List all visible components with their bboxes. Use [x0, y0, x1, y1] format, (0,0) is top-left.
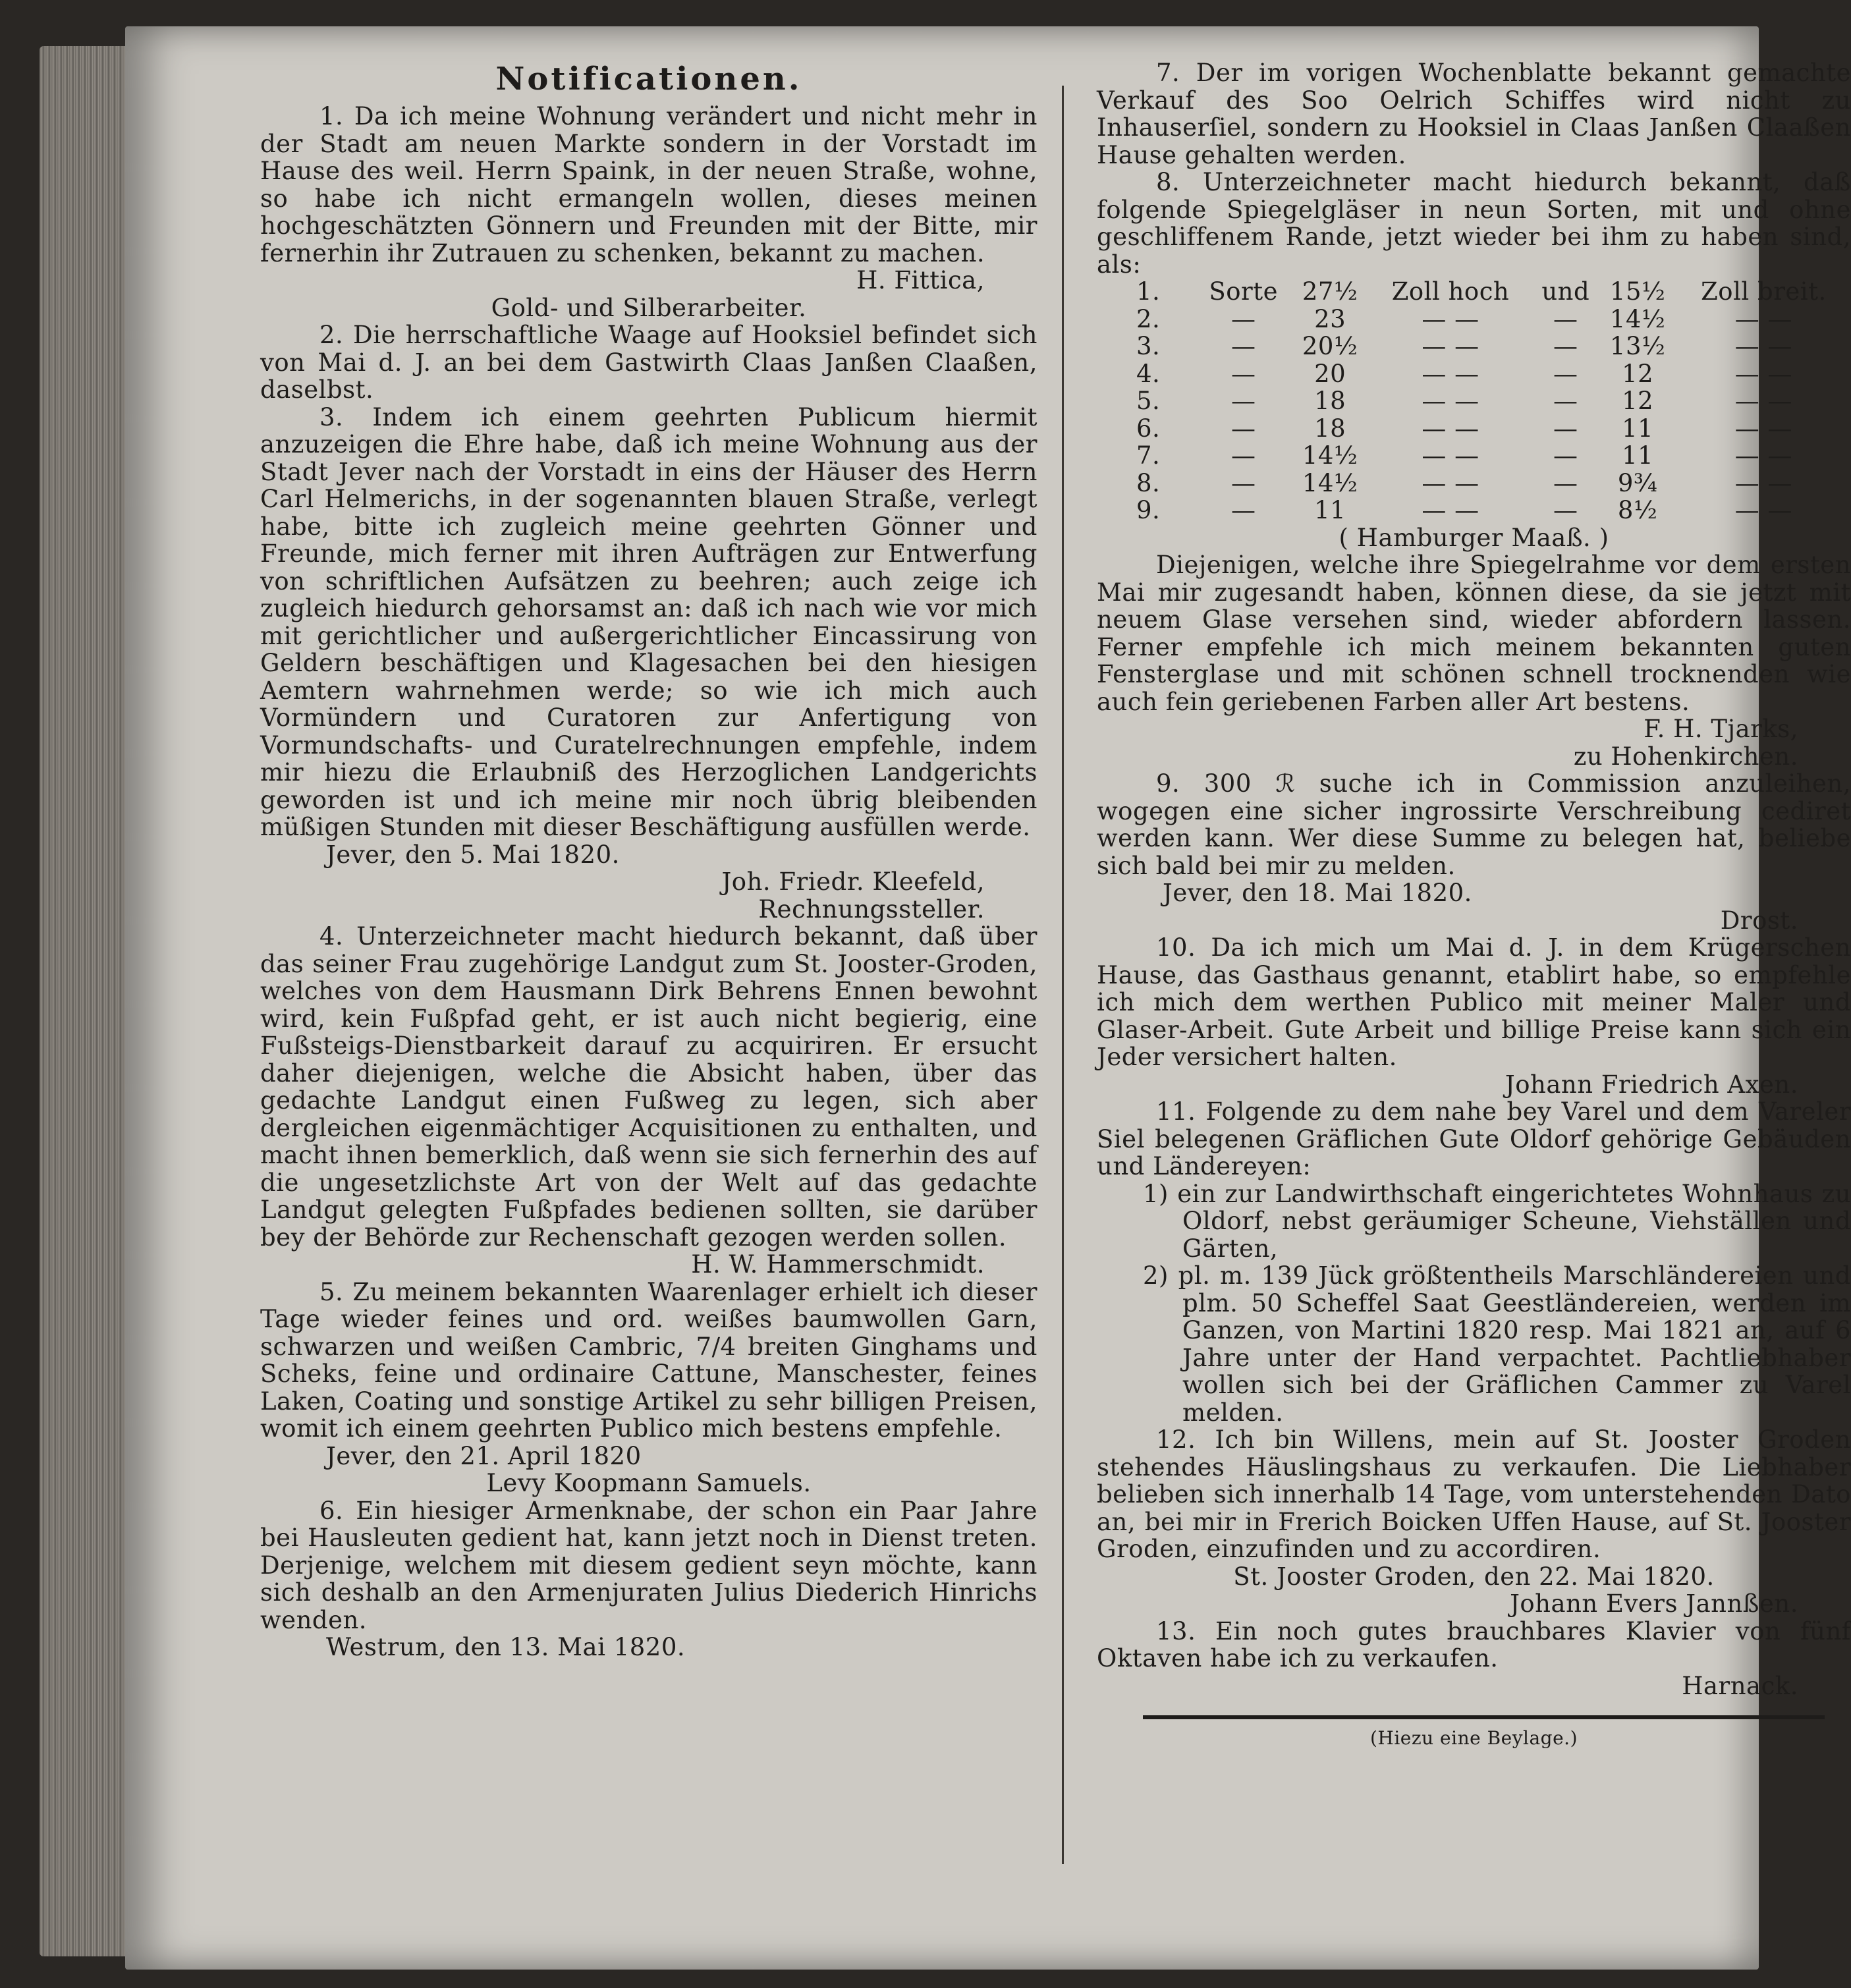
- table-cell-hoch: 20: [1314, 359, 1346, 388]
- notice-text: 11. Folgende zu dem nahe bey Varel und dem Vareler Siel belegenen Gräflichen Gute Oldorf gehörige Gebäuden und Ländereyen:: [1097, 1097, 1851, 1180]
- table-cell-breit: 11: [1622, 414, 1654, 443]
- table-row: [1097, 306, 1851, 333]
- notice-signature: Drost.: [1720, 906, 1798, 935]
- notice-signature: Joh. Friedr. Kleefeld,: [721, 868, 985, 896]
- table-cell-u1: Zoll hoch: [1391, 277, 1510, 306]
- table-cell-u1: — —: [1422, 332, 1479, 360]
- table-cell-u2: — —: [1734, 387, 1793, 415]
- table-cell-und: —: [1553, 387, 1578, 415]
- notice-text: 5. Zu meinem bekannten Waarenlager erhielt ich dieser Tage wieder feines und ord. weißes baumwollen Garn, schwarzen und weißen Cambric, 7/4 breiten Ginghams und Scheks, feine und ordinaire Cattune, Manschester, feines Laken, Coating und sonstige Artikel zu sehr billigen Preisen, womit ich einem geehrten Publico mich bestens empfehle.: [260, 1277, 1037, 1443]
- table-cell-u1: — —: [1422, 441, 1479, 470]
- table-cell-n: 2.: [1136, 304, 1161, 333]
- table-cell-breit: 12: [1622, 387, 1654, 415]
- notice-8: [1097, 169, 1851, 770]
- notice-signature: F. H. Tjarks,: [1644, 715, 1798, 743]
- table-cell-und: und: [1541, 277, 1590, 306]
- table-cell-hoch: 14½: [1302, 468, 1358, 497]
- measure-note: ( Hamburger Maaß. ): [1339, 523, 1609, 552]
- table-cell-und: —: [1553, 414, 1578, 443]
- notice-date: St. Jooster Groden, den 22. Mai 1820.: [1233, 1562, 1715, 1591]
- right-column: [1097, 59, 1851, 1752]
- table-cell-und: —: [1553, 332, 1578, 360]
- table-cell-n: 6.: [1136, 414, 1161, 443]
- table-row: [1097, 497, 1851, 524]
- table-cell-breit: 8½: [1617, 496, 1658, 524]
- closing-rule: [1143, 1715, 1825, 1719]
- table-cell-hoch: 27½: [1302, 277, 1358, 306]
- notice-4: [260, 923, 1037, 1279]
- notice-2: [260, 321, 1037, 404]
- notice-12: [1097, 1426, 1851, 1618]
- table-cell-u1: — —: [1422, 387, 1479, 415]
- table-row: [1097, 333, 1851, 360]
- table-cell-n: 7.: [1136, 441, 1161, 470]
- notice-10: [1097, 934, 1851, 1098]
- list-item: 2) pl. m. 139 Jück größtentheils Marschländereien und plm. 50 Scheffel Saat Geestländereien, werden im Ganzen, von Martini 1820 resp. Mai 1821 an, auf 6 Jahre unter der Hand verpachtet. Pachtliebhaber wollen sich bei der Gräflichen Cammer zu Varel melden.: [1143, 1261, 1851, 1427]
- table-cell-sorte: —: [1230, 441, 1256, 470]
- notice-text-continued: Diejenigen, welche ihre Spiegelrahme vor dem ersten Mai mir zugesandt haben, können diese, da sie jetzt mit neuem Glase versehen sind, wieder abfordern lassen. Ferner empfehle ich mich meinem bekannten guten Fensterglase und mit schönen schnell trocknenden wie auch fein geriebenen Farben aller Art bestens.: [1097, 551, 1851, 716]
- table-cell-breit: 11: [1622, 441, 1654, 470]
- table-cell-breit: 13½: [1609, 332, 1666, 360]
- notice-3: [260, 404, 1037, 924]
- table-row: [1097, 360, 1851, 388]
- notice-signature: Johann Evers Jannßen.: [1510, 1589, 1798, 1618]
- notice-11: [1097, 1098, 1851, 1426]
- table-cell-sorte: Sorte: [1209, 277, 1278, 306]
- notice-text: 8. Unterzeichneter macht hiedurch bekannt, daß folgende Spiegelgläser in neun Sorten, mit und ohne geschliffenem Rande, jetzt wieder bei ihm zu haben sind, als:: [1097, 168, 1851, 279]
- notice-date: Jever, den 21. April 1820: [326, 1441, 642, 1470]
- notice-date: Jever, den 18. Mai 1820.: [1163, 879, 1472, 907]
- table-cell-u2: — —: [1734, 304, 1793, 333]
- notice-6: [260, 1497, 1037, 1661]
- table-cell-und: —: [1553, 496, 1578, 524]
- table-cell-hoch: 23: [1314, 304, 1346, 333]
- table-cell-hoch: 18: [1314, 414, 1346, 443]
- notice-text: 12. Ich bin Willens, mein auf St. Jooster Groden stehendes Häuslingshaus zu verkaufen. Die Liebhaber belieben sich innerhalb 14 Tage, vom unterstehenden Dato an, bei mir in Frerich Boicken Uffen Hause, auf St. Jooster Groden, einzufinden und zu accordiren.: [1097, 1425, 1851, 1563]
- notice-7: [1097, 59, 1851, 169]
- table-cell-breit: 9¾: [1617, 468, 1658, 497]
- table-cell-breit: 12: [1622, 359, 1654, 388]
- notice-signature-place: zu Hohenkirchen.: [1573, 742, 1798, 771]
- table-cell-n: 4.: [1136, 359, 1161, 388]
- notice-date: Jever, den 5. Mai 1820.: [326, 840, 620, 869]
- notice-text: 9. 300 ℛ suche ich in Commission anzuleihen, wogegen eine sicher ingrossirte Verschreibung cediret werden kann. Wer diese Summe zu belegen hat, beliebe sich bald bei mir zu melden.: [1097, 769, 1851, 880]
- section-heading: Notificationen.: [495, 61, 802, 97]
- table-cell-breit: 14½: [1609, 304, 1666, 333]
- table-cell-u2: — —: [1734, 468, 1793, 497]
- table-cell-sorte: —: [1230, 496, 1256, 524]
- table-cell-und: —: [1553, 359, 1578, 388]
- notice-signature: H. Fittica,: [856, 266, 985, 294]
- table-cell-sorte: —: [1230, 304, 1256, 333]
- notice-text: 4. Unterzeichneter macht hiedurch bekannt, daß über das seiner Frau zugehörige Landgut zum St. Jooster-Groden, welches von dem Hausmann Dirk Behrens Ennen bewohnt wird, kein Fußpfad geht, er ist auch nicht begierig, eine Fußsteigs-Dienstbarkeit darauf zu acquiriren. Er ersucht daher diejenigen, welche die Absicht haben, über das gedachte Landgut einen Fußweg zu legen, sich aber dergleichen eigenmächtiger Acquisitionen zu enthalten, und macht ihnen bemerklich, daß wenn sie sich fernerhin des auf die ungesetzlichste Art von der Welt auf das gedachte Landgut gelegten Fußpfades bedienen sollten, sie darüber bey der Behörde zur Rechenschaft gezogen werden sollen.: [260, 922, 1037, 1252]
- notice-signature: Johann Friedrich Axen.: [1505, 1070, 1798, 1099]
- table-cell-hoch: 18: [1314, 387, 1346, 415]
- table-cell-n: 3.: [1136, 332, 1161, 360]
- table-cell-n: 8.: [1136, 468, 1161, 497]
- table-cell-u1: — —: [1422, 359, 1479, 388]
- notice-text: 1. Da ich meine Wohnung verändert und nicht mehr in der Stadt am neuen Markte sondern in der Vorstadt im Hause des weil. Herrn Spaink, in der neuen Straße, wohne, so habe ich nicht ermangeln wollen, dieses meinen hochgeschätzten Gönnern und Freunden mit der Bitte, mir fernerhin ihr Zutrauen zu schenken, bekannt zu machen.: [260, 102, 1037, 267]
- supplement-note: (Hiezu eine Beylage.): [1369, 1727, 1578, 1749]
- list-item: 1) ein zur Landwirthschaft eingerichtetes Wohnhaus zu Oldorf, nebst geräumiger Scheune, Viehställen und Gärten,: [1143, 1179, 1851, 1263]
- table-cell-sorte: —: [1230, 414, 1256, 443]
- table-cell-u1: — —: [1422, 468, 1479, 497]
- table-cell-hoch: 20½: [1302, 332, 1358, 360]
- table-cell-u2: — —: [1734, 441, 1793, 470]
- table-cell-u2: — —: [1734, 332, 1793, 360]
- table-cell-n: 5.: [1136, 387, 1161, 415]
- notice-text: 10. Da ich mich um Mai d. J. in dem Krügerschen Hause, das Gasthaus genannt, etablirt habe, so empfehle ich mich dem werthen Publico mit meiner Maler und Glaser-Arbeit. Gute Arbeit und billige Preise kann sich ein Jeder versichert halten.: [1097, 933, 1851, 1071]
- table-cell-und: —: [1553, 468, 1578, 497]
- table-row: [1097, 387, 1851, 415]
- notice-signature: Harnack.: [1682, 1671, 1798, 1700]
- notice-signature-title: Gold- und Silberarbeiter.: [491, 293, 807, 322]
- table-row: [1097, 470, 1851, 497]
- left-column: [260, 59, 1037, 1661]
- notice-text: 6. Ein hiesiger Armenknabe, der schon ein Paar Jahre bei Hausleuten gedient hat, kann jetzt noch in Dienst treten. Derjenige, welchem mit diesem gedient seyn möchte, kann sich deshalb an den Armenjuraten Julius Diederich Hinrichs wenden.: [260, 1496, 1037, 1634]
- notice-13: [1097, 1618, 1851, 1700]
- notice-9: [1097, 770, 1851, 934]
- table-row: [1097, 415, 1851, 443]
- table-cell-sorte: —: [1230, 359, 1256, 388]
- notice-date: Westrum, den 13. Mai 1820.: [326, 1633, 686, 1661]
- notice-text: 13. Ein noch gutes brauchbares Klavier von fünf Oktaven habe ich zu verkaufen.: [1097, 1616, 1851, 1672]
- table-cell-sorte: —: [1230, 468, 1256, 497]
- table-cell-u2: — —: [1734, 414, 1793, 443]
- notice-1: [260, 103, 1037, 321]
- notice-5: [260, 1279, 1037, 1497]
- notice-signature: Levy Koopmann Samuels.: [486, 1469, 812, 1497]
- table-cell-n: 9.: [1136, 496, 1161, 524]
- table-cell-u2: — —: [1734, 496, 1793, 524]
- table-cell-u1: — —: [1422, 496, 1479, 524]
- table-cell-sorte: —: [1230, 387, 1256, 415]
- table-cell-und: —: [1553, 441, 1578, 470]
- column-divider: [1062, 86, 1064, 1864]
- notice-signature: H. W. Hammerschmidt.: [691, 1250, 985, 1279]
- table-cell-hoch: 11: [1314, 496, 1346, 524]
- table-row: [1097, 278, 1851, 306]
- table-cell-u2: — —: [1734, 359, 1793, 388]
- newspaper-page: [125, 26, 1851, 1970]
- table-cell-und: —: [1553, 304, 1578, 333]
- table-cell-breit: 15½: [1609, 277, 1666, 306]
- table-cell-sorte: —: [1230, 332, 1256, 360]
- table-cell-u1: — —: [1422, 414, 1479, 443]
- table-cell-u1: — —: [1422, 304, 1479, 333]
- notice-text: 2. Die herrschaftliche Waage auf Hooksiel befindet sich von Mai d. J. an bei dem Gastwirth Claas Janßen Claaßen, daselbst.: [260, 321, 1037, 404]
- table-cell-n: 1.: [1136, 277, 1161, 306]
- notice-text: 7. Der im vorigen Wochenblatte bekannt gemachte Verkauf des Soo Oelrich Schiffes wird nicht zu Inhauserſiel, sondern zu Hooksiel in Claas Janßen Claaßen Hause gehalten werden.: [1097, 59, 1851, 169]
- table-cell-u2: Zoll breit.: [1701, 277, 1827, 306]
- notice-text: 3. Indem ich einem geehrten Publicum hiermit anzuzeigen die Ehre habe, daß ich meine Wohnung aus der Stadt Jever nach der Vorstadt in eins der Häuser des Herrn Carl Helmerichs, in der sogenannten blauen Straße, verlegt habe, bitte ich zugleich meine geehrten Gönner und Freunde, mich ferner mit ihren Aufträgen zur Entwerfung von schriftlichen Aufsätzen zu beehren; auch zeige ich zugleich hiedurch gehorsamst an: daß ich nach wie vor mich mit gerichtlicher und außergerichtlicher Eincassirung von Geldern beschäftigen und Klagesachen bei den hiesigen Aemtern wahrnehmen werde; so wie ich mich auch Vormündern und Curatoren zur Anfertigung von Vormundschafts- und Curatelrechnungen empfehle, indem mir hiezu die Erlaubniß des Herzoglichen Landgerichts geworden ist und ich meine mir noch übrig bleibenden müßigen Stunden mit dieser Beschäftigung ausfüllen werde.: [260, 402, 1037, 841]
- mirror-glass-table: [1097, 278, 1851, 524]
- notice-signature-title: Rechnungssteller.: [758, 895, 985, 924]
- table-cell-hoch: 14½: [1302, 441, 1358, 470]
- table-row: [1097, 442, 1851, 470]
